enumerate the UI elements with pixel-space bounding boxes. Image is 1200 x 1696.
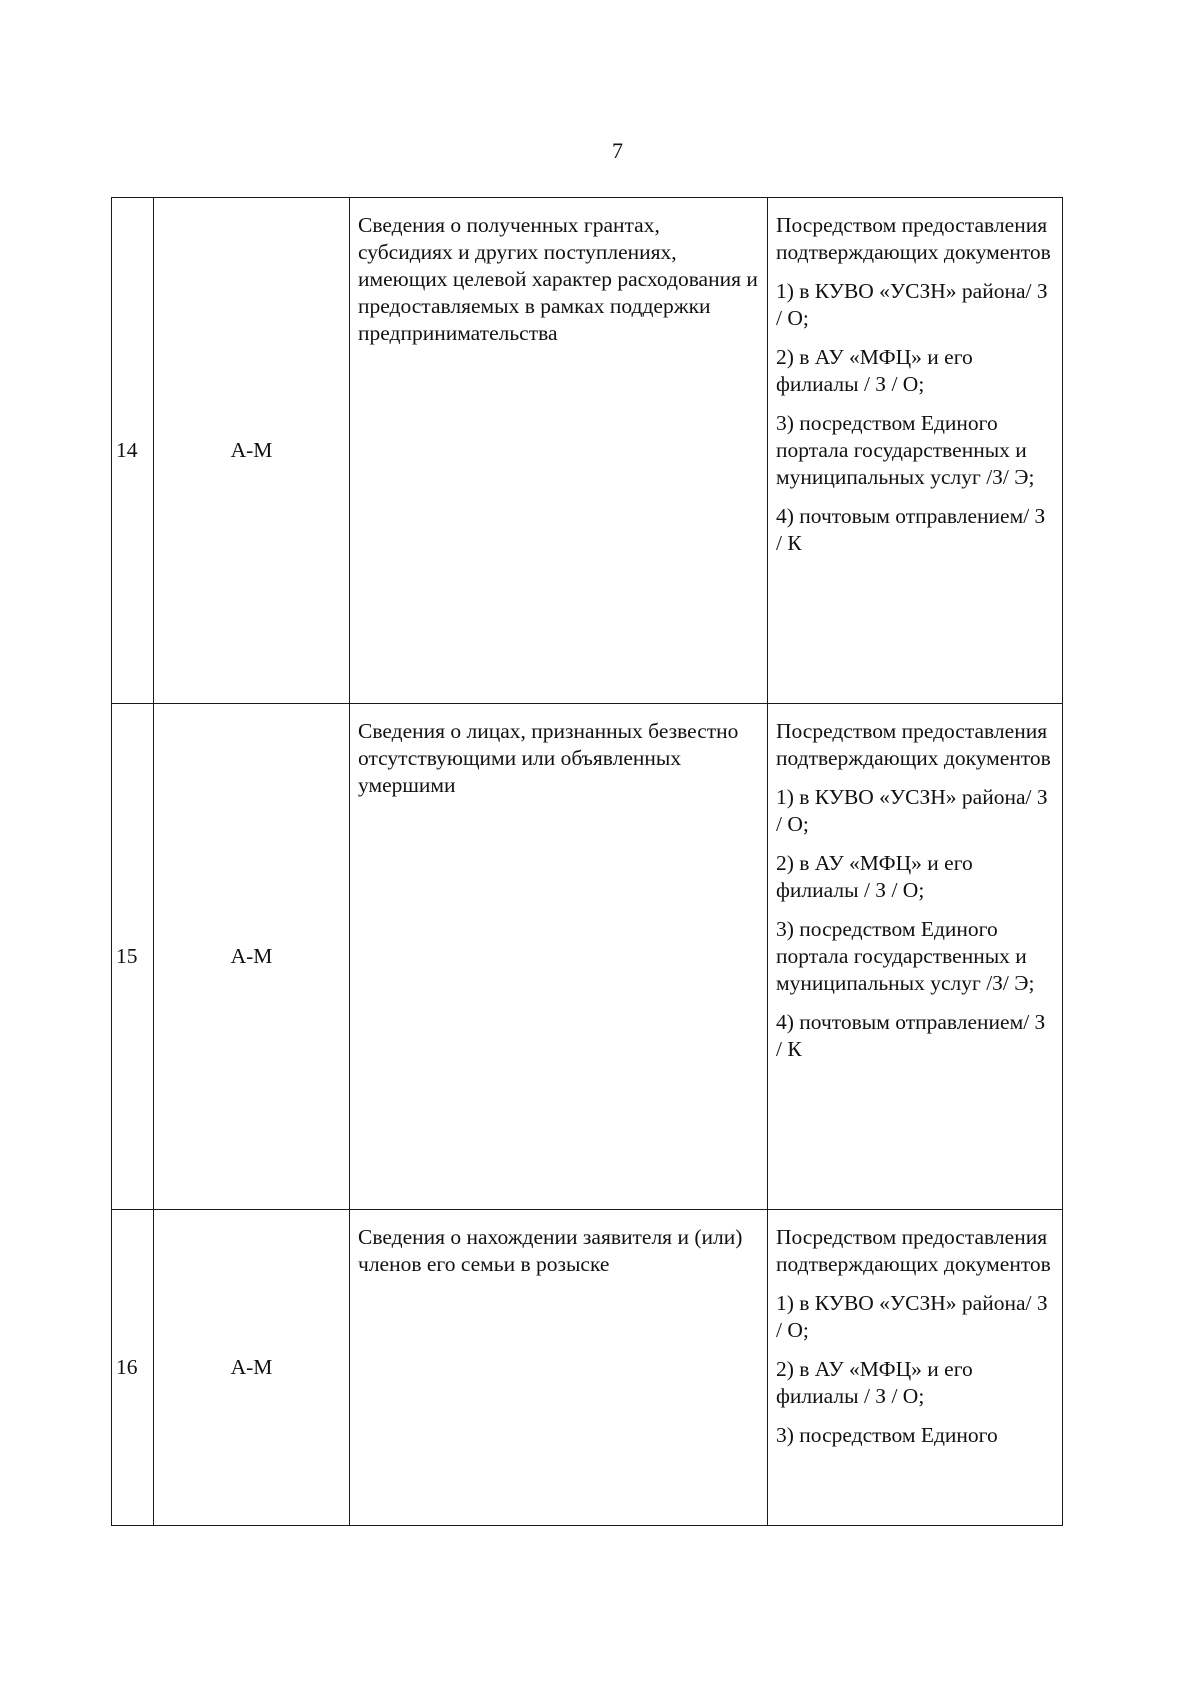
method-option: 2) в АУ «МФЦ» и его филиалы / З / О; [776,1357,973,1408]
method-option: 4) почтовым отправлением/ З / К [776,1010,1046,1061]
method-option: 1) в КУВО «УСЗН» района/ З / О; [776,279,1048,330]
method-option: 2) в АУ «МФЦ» и его филиалы / З / О; [776,345,973,396]
method-option: 1) в КУВО «УСЗН» района/ З / О; [776,1291,1048,1342]
documents-table [111,197,1063,1526]
row-code: А-М [154,1210,350,1526]
row-number: 14 [112,198,154,704]
row-description: Сведения о нахождении заявителя и (или) членов его семьи в розыске [350,1210,768,1526]
table-row [112,198,1063,704]
method-option: 3) посредством Единого портала государственных и муниципальных услуг /З/ Э; [776,411,1035,489]
method-option: 3) посредством Единого [776,1423,998,1447]
method-option: 4) почтовым отправлением/ З / К [776,504,1046,555]
method-option: 2) в АУ «МФЦ» и его филиалы / З / О; [776,851,973,902]
row-method [768,198,1063,704]
table-row [112,704,1063,1210]
method-intro: Посредством предоставления подтверждающих документов [776,1225,1051,1276]
row-number: 15 [112,704,154,1210]
row-method [768,1210,1063,1526]
row-number: 16 [112,1210,154,1526]
row-description: Сведения о лицах, признанных безвестно отсутствующими или объявленных умершими [350,704,768,1210]
method-option: 1) в КУВО «УСЗН» района/ З / О; [776,785,1048,836]
row-code: А-М [154,198,350,704]
method-option: 3) посредством Единого портала государственных и муниципальных услуг /З/ Э; [776,917,1035,995]
row-method [768,704,1063,1210]
table-row [112,1210,1063,1526]
row-code: А-М [154,704,350,1210]
page-number: 7 [612,138,623,163]
method-intro: Посредством предоставления подтверждающих документов [776,719,1051,770]
row-description: Сведения о полученных грантах, субсидиях и других поступлениях, имеющих целевой характер расходования и предоставляемых в рамках поддержки предпринимательства [350,198,768,704]
method-intro: Посредством предоставления подтверждающих документов [776,213,1051,264]
